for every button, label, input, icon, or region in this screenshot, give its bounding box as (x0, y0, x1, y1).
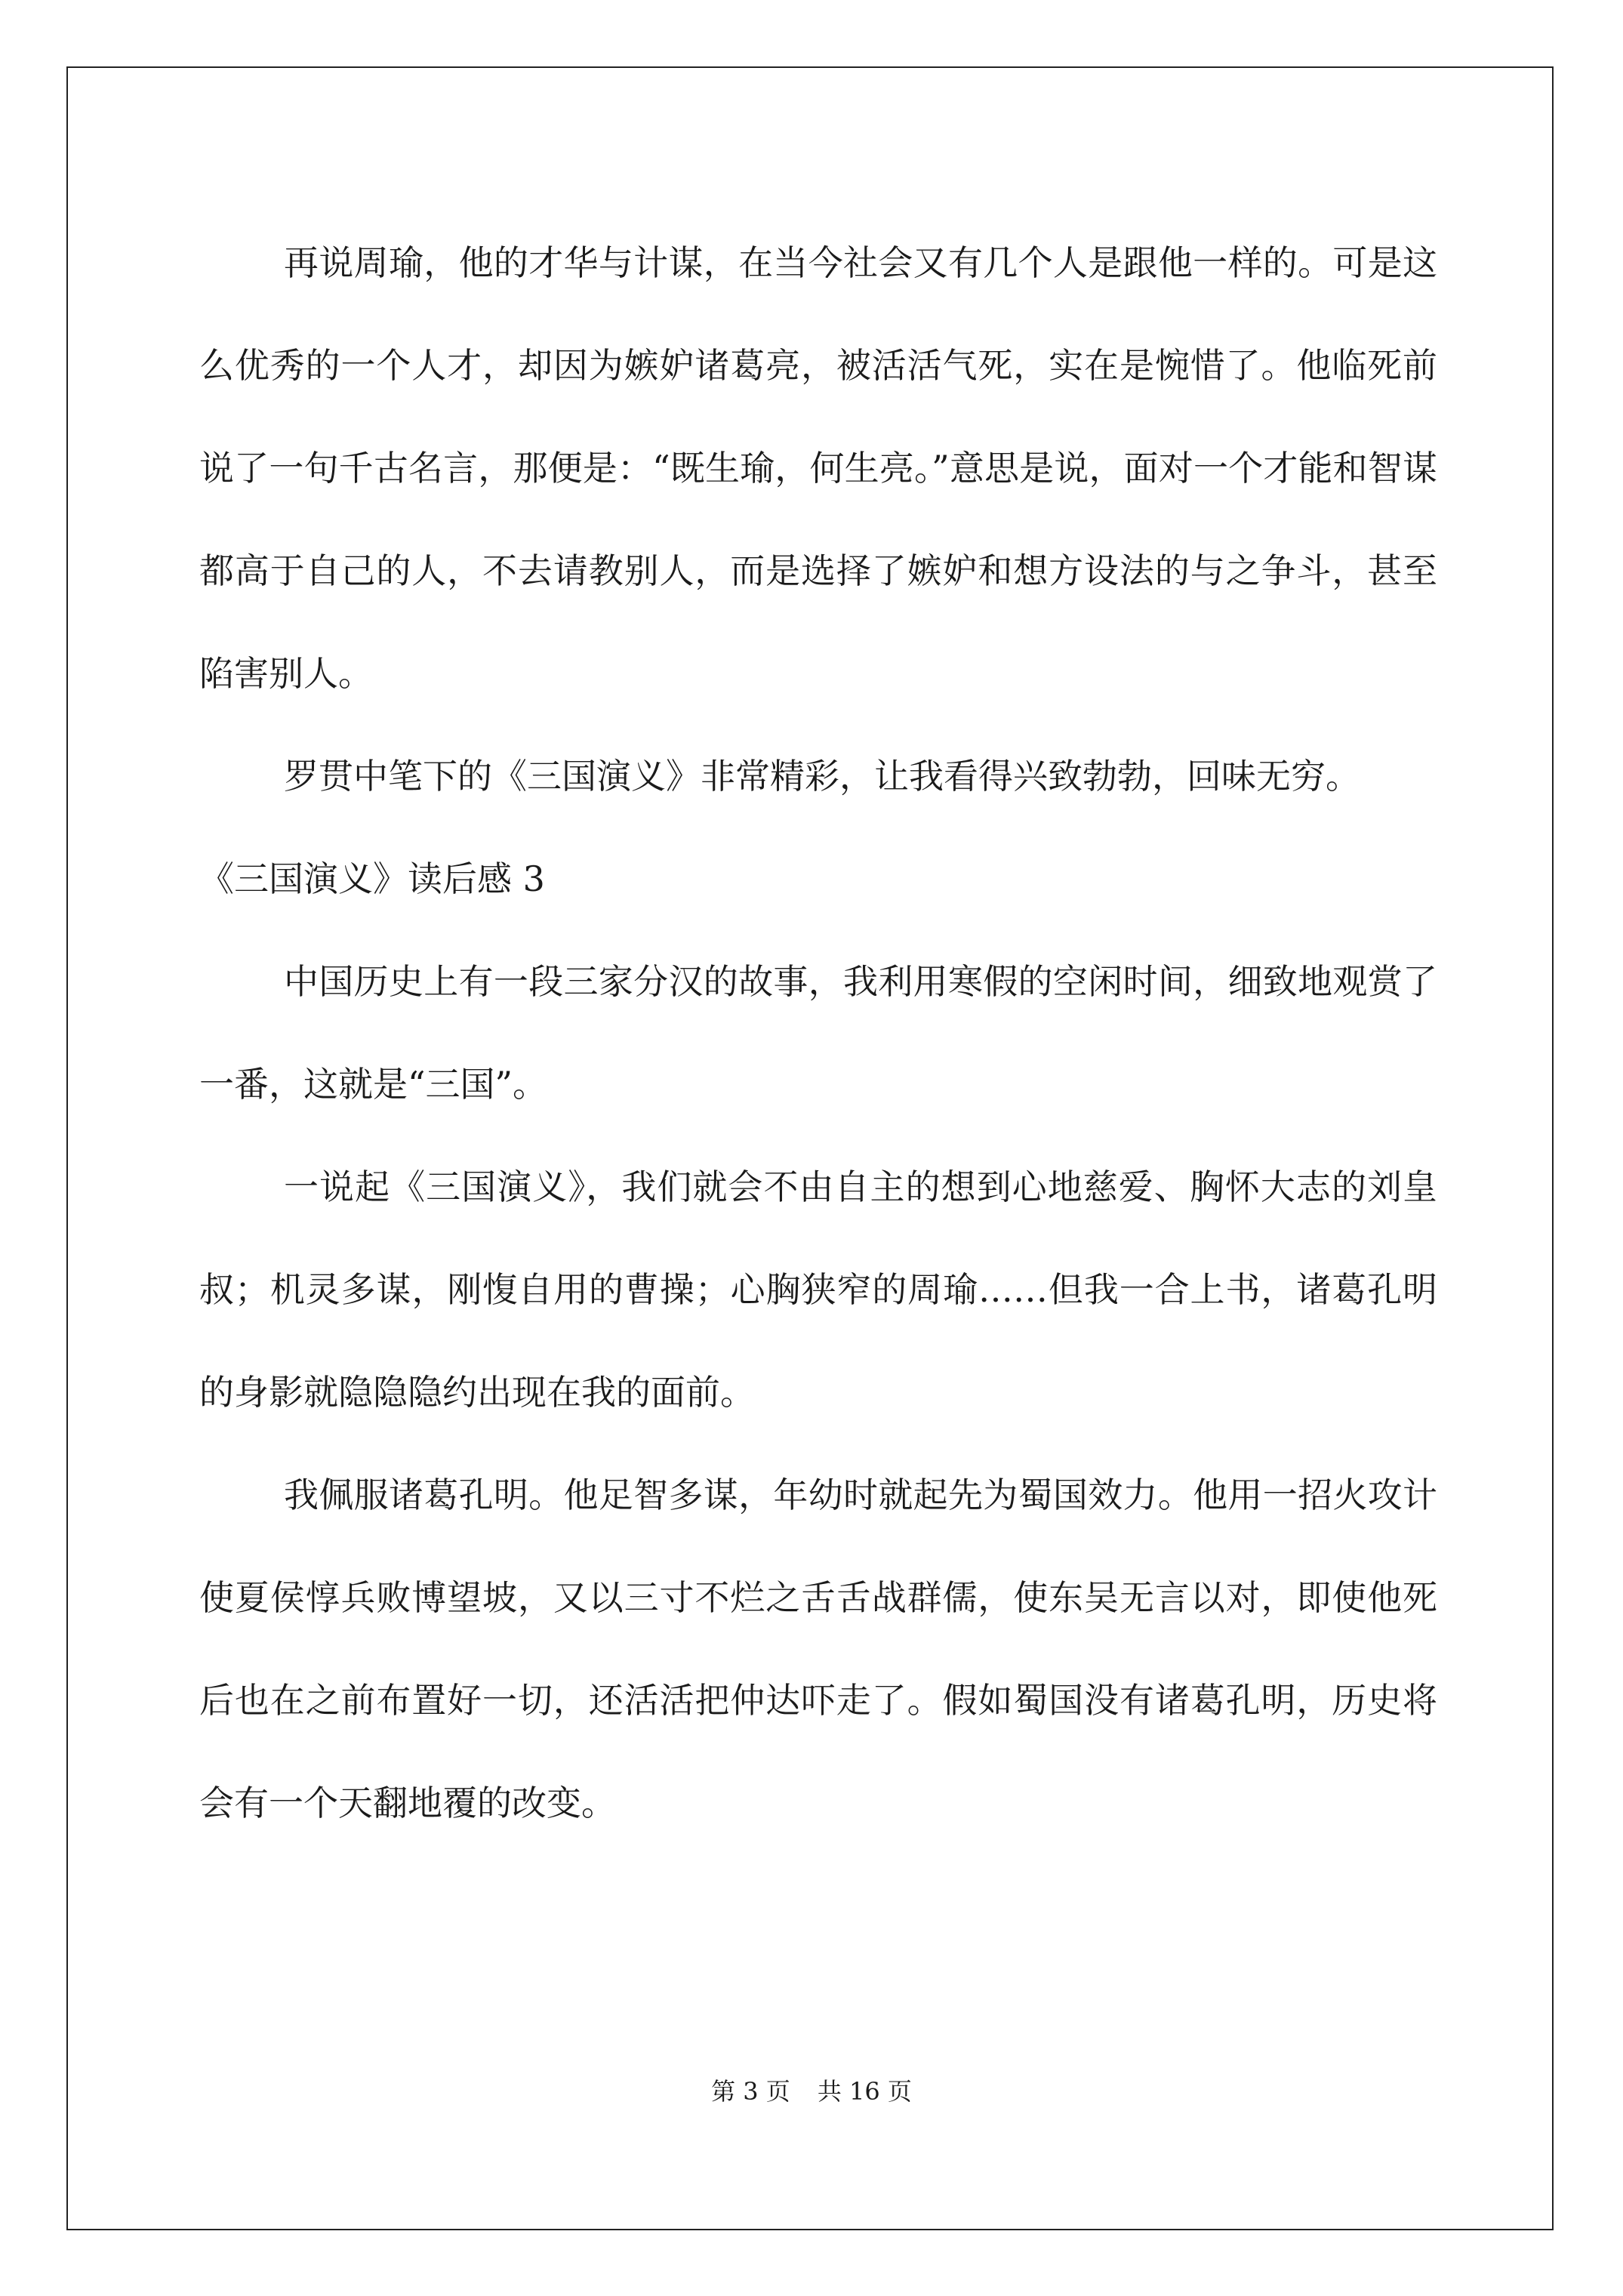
section-heading: 《三国演义》读后感 3 (199, 858, 545, 899)
page-footer (0, 2073, 1623, 2107)
paragraph-three-kingdoms-story: 中国历史上有一段三家分汉的故事，我利用寒假的空闲时间，细致地观赏了一番，这就是“三国”。 (199, 961, 1437, 1105)
paragraph-zhuge-kongming: 我佩服诸葛孔明。他足智多谋，年幼时就起先为蜀国效力。他用一招火攻计使夏侯惇兵败博望坡，又以三寸不烂之舌舌战群儒，使东吴无言以对，即使他死后也在之前布置好一切，还活活把仲达吓走了。假如蜀国没有诸葛孔明，历史将会有一个天翻地覆的改变。 (199, 1475, 1437, 1823)
paragraph-characters: 一说起《三国演义》，我们就会不由自主的想到心地慈爱、胸怀大志的刘皇叔；机灵多谋，刚愎自用的曹操；心胸狭窄的周瑜……但我一合上书，诸葛孔明的身影就隐隐隐约出现在我的面前。 (199, 1166, 1437, 1413)
page-total: 共 16 页 (817, 2077, 912, 2106)
page-number: 第 3 页 (711, 2077, 790, 2106)
paragraph-zhou-yu: 再说周瑜，他的才华与计谋，在当今社会又有几个人是跟他一样的。可是这么优秀的一个人才，却因为嫉妒诸葛亮，被活活气死，实在是惋惜了。他临死前说了一句千古名言，那便是：“既生瑜，何生亮。”意思是说，面对一个才能和智谋都高于自己的人，不去请教别人，而是选择了嫉妒和想方设法的与之争斗，甚至陷害别人。 (199, 242, 1437, 694)
document-body (199, 211, 1437, 1854)
paragraph-luo-guanzhong: 罗贯中笔下的《三国演义》非常精彩，让我看得兴致勃勃，回味无穷。 (284, 756, 1360, 797)
